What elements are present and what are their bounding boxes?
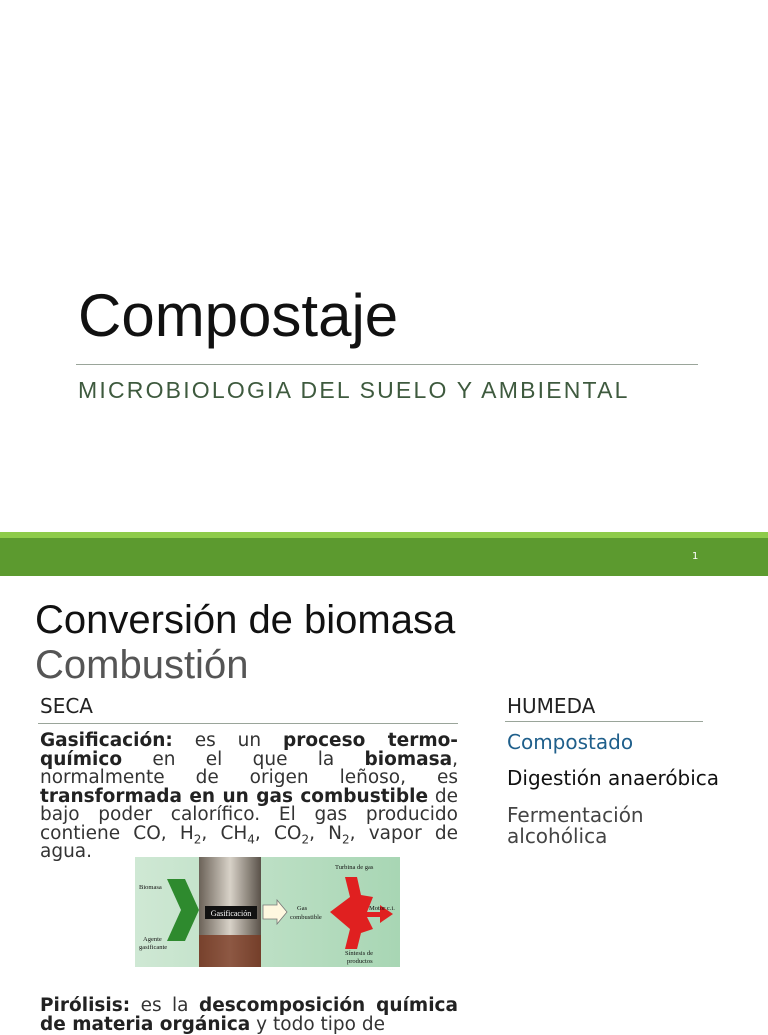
bold-text: descomposición química de materia orgánica (40, 995, 459, 1035)
text: , N (309, 822, 343, 844)
text: es un (172, 730, 284, 751)
title-divider (76, 364, 698, 365)
combustible-label: combustible (290, 914, 322, 921)
term: Pirólisis: (40, 995, 131, 1016)
page-number: 1 (692, 551, 699, 562)
biomasa-label: Biomasa (139, 884, 162, 891)
text: , normalmente de origen leñoso, es (40, 748, 458, 788)
term: Gasificación: (40, 730, 173, 751)
turbina-label: Turbina de gas (335, 864, 374, 871)
subscript: 2 (193, 832, 202, 847)
slide-subtitle: MICROBIOLOGIA DEL SUELO Y AMBIENTAL (78, 377, 630, 403)
humeda-item-compostado: Compostado (507, 730, 634, 754)
subscript: 2 (301, 832, 310, 847)
slide-subtitle: Combustión (35, 643, 249, 687)
gasificacion-label: Gasificación (210, 909, 252, 918)
text: y todo tipo de (250, 1013, 385, 1035)
bold-text: biomasa (364, 748, 453, 770)
slide-title: Conversión de biomasa (35, 598, 456, 642)
bold-text: proceso termo-químico (40, 730, 458, 770)
seca-divider (38, 723, 458, 724)
seca-heading: SECA (40, 694, 93, 718)
gasificacion-paragraph (40, 732, 458, 862)
humeda-item-fermentacion: Fermentación alcohólica (507, 803, 644, 848)
text: de bajo poder calorífico. El gas producido contiene CO, H (40, 785, 458, 844)
text: , CH (201, 822, 248, 844)
gasificante-label: gasificante (139, 944, 168, 951)
text: , CO (254, 822, 302, 844)
humeda-heading: HUMEDA (507, 694, 596, 718)
humeda-item-digestion: Digestión anaeróbica (507, 766, 720, 790)
footer-bar (0, 538, 768, 576)
sintesis-label: Síntesis de (345, 950, 373, 957)
subscript: 2 (342, 832, 350, 847)
text: , vapor de agua. (40, 822, 458, 862)
text: es la (130, 995, 199, 1016)
bold-text: transformada en un gas combustible (40, 785, 429, 807)
humeda-divider (505, 721, 703, 722)
pirolisis-paragraph (40, 997, 458, 1034)
slide-title: Compostaje (78, 282, 399, 349)
subscript: 4 (247, 832, 255, 847)
motor-label: Motor c.i. (369, 905, 395, 912)
agente-label: Agente (143, 936, 162, 943)
gas-label: Gas (297, 905, 308, 912)
reactor-base (199, 935, 261, 967)
gasificacion-diagram (135, 857, 400, 967)
productos-label: productos (347, 958, 373, 965)
content-slide (0, 576, 768, 1035)
text: en el que la (122, 748, 365, 770)
